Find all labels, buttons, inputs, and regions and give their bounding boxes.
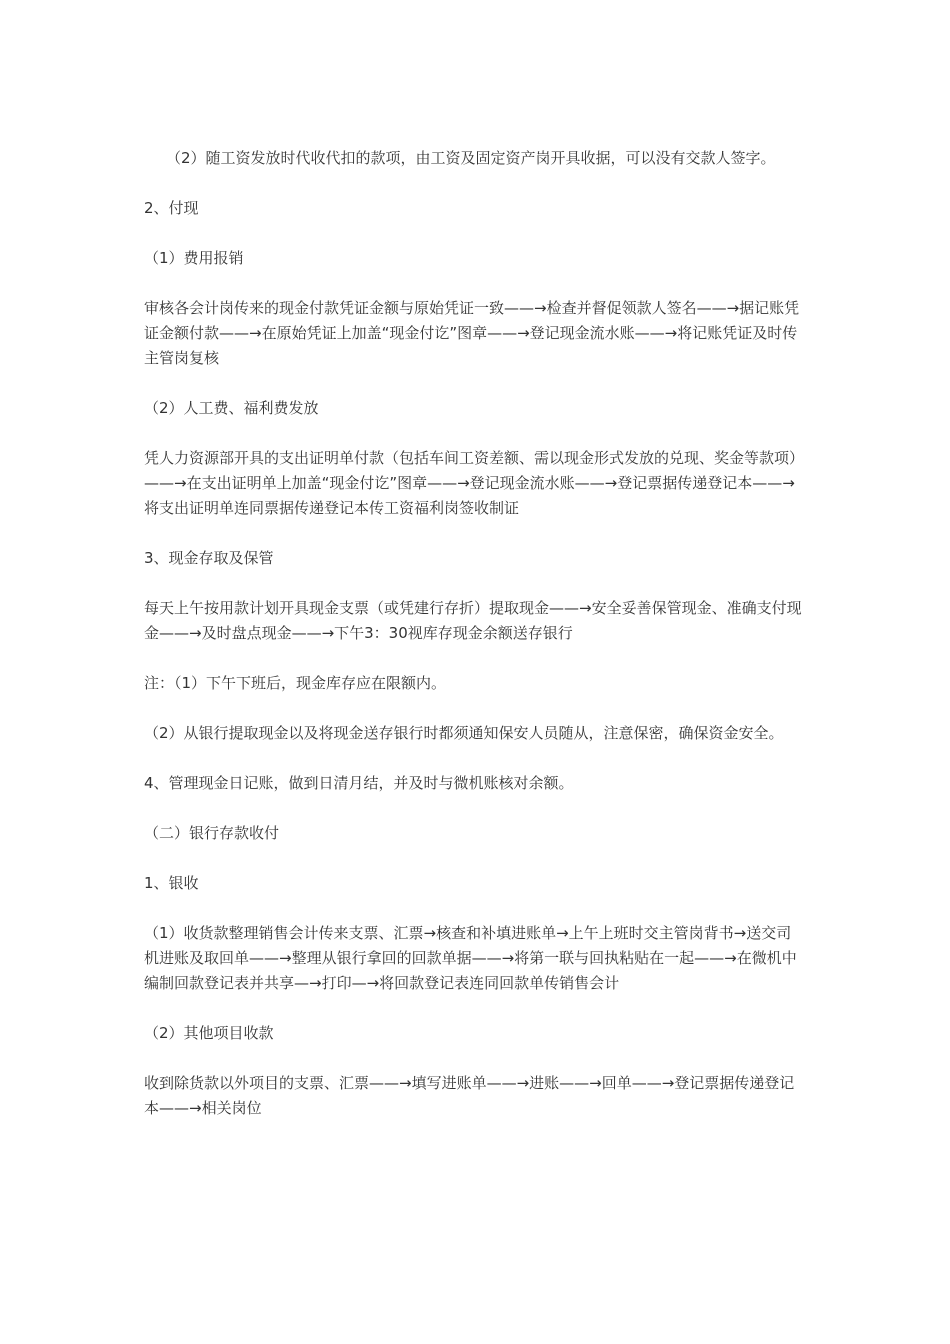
subheading-labor-welfare: （2）人工费、福利费发放 [144,399,319,417]
document-body [144,146,804,1146]
section-bank-deposits: （二）银行存款收付 [144,824,280,842]
heading-bank-receipts: 1、银收 [144,874,199,892]
heading-cash-journal: 4、管理现金日记账，做到日清月结，并及时与微机账核对余额。 [144,774,574,792]
paragraph-expense-process: 审核各会计岗传来的现金付款凭证金额与原始凭证一致——→检查并督促领款人签名——→据记账凭证金额付款——→在原始凭证上加盖“现金付讫”图章——→登记现金流水账——→将记账凭证及时传主管岗复核 [144,299,800,367]
paragraph-goods-payment: （1）收货款整理销售会计传来支票、汇票→核查和补填进账单→上午上班时交主管岗背书→送交司机进账及取回单——→整理从银行拿回的回款单据——→将第一联与回执粘贴在一起——→在微机中编制回款登记表并共享—→打印—→将回款登记表连同回款单传销售会计 [144,924,797,992]
paragraph-other-process: 收到除货款以外项目的支票、汇票——→填写进账单——→进账——→回单——→登记票据传递登记本——→相关岗位 [144,1074,795,1117]
paragraph-cash-process: 每天上午按用款计划开具现金支票（或凭建行存折）提取现金——→安全妥善保管现金、准确支付现金——→及时盘点现金——→下午3：30视库存现金余额送存银行 [144,599,802,642]
subheading-other-receipts: （2）其他项目收款 [144,1024,274,1042]
heading-payment: 2、付现 [144,199,199,217]
note-security: （2）从银行提取现金以及将现金送存银行时都须通知保安人员随从，注意保密，确保资金安全。 [144,724,784,742]
paragraph-labor-process: 凭人力资源部开具的支出证明单付款（包括车间工资差额、需以现金形式发放的兑现、奖金等款项）——→在支出证明单上加盖“现金付讫”图章——→登记现金流水账——→登记票据传递登记本——→将支出证明单连同票据传递登记本传工资福利岗签收制证 [144,449,805,517]
heading-cash-storage: 3、现金存取及保管 [144,549,274,567]
paragraph-receipt-note: （2）随工资发放时代收代扣的款项，由工资及固定资产岗开具收据，可以没有交款人签字。 [166,149,776,167]
note-cash-limit: 注：（1）下午下班后，现金库存应在限额内。 [144,674,447,692]
subheading-expense-reimbursement: （1）费用报销 [144,249,244,267]
